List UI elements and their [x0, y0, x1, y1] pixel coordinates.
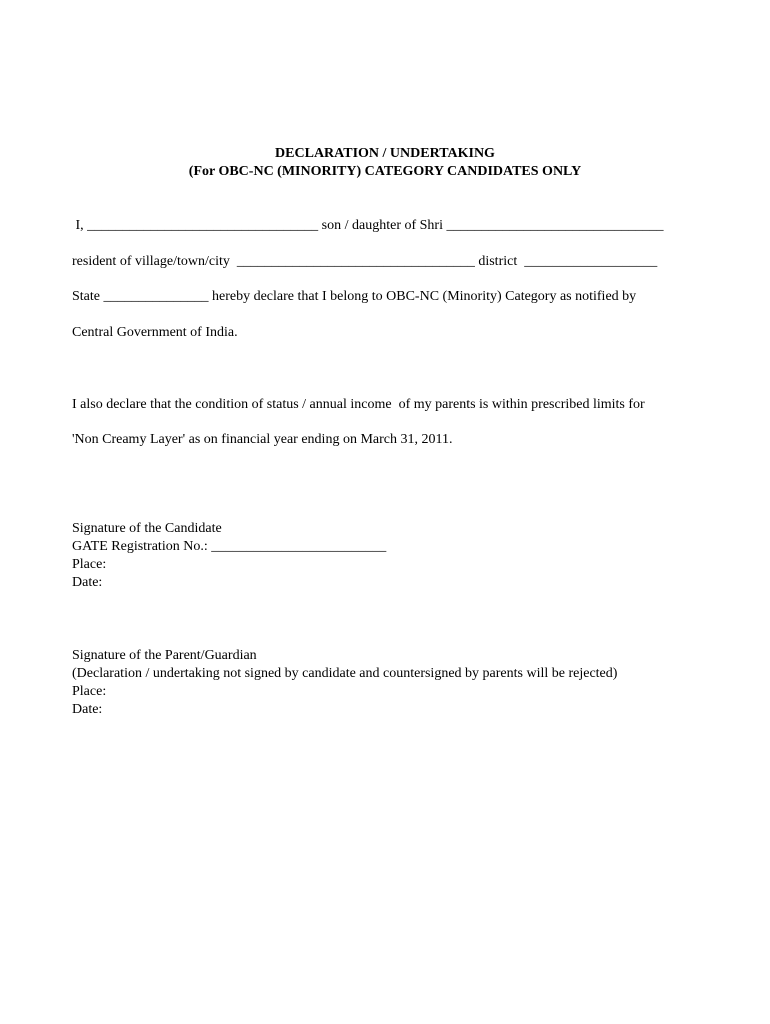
parent-date-label: Date:	[72, 702, 103, 717]
candidate-signature-block	[72, 520, 386, 592]
document-title: DECLARATION / UNDERTAKING	[275, 146, 495, 161]
parent-signature-block	[72, 647, 617, 719]
declaration-line-1: I, _________________________________ son / daughter of Shri _______________________________	[72, 218, 664, 233]
candidate-place-label: Place:	[72, 557, 107, 572]
gate-registration-field: GATE Registration No.: _________________________	[72, 539, 387, 554]
declaration-line-2: resident of village/town/city __________________________________ district ___________________	[72, 254, 658, 269]
parent-signature-label: Signature of the Parent/Guardian	[72, 648, 257, 663]
declaration-line-3: State _______________ hereby declare that I belong to OBC-NC (Minority) Category as notified by	[72, 289, 637, 304]
document-subtitle: (For OBC-NC (MINORITY) CATEGORY CANDIDATES ONLY	[188, 164, 582, 179]
declaration-line-4: Central Government of India.	[72, 325, 238, 340]
rejection-note: (Declaration / undertaking not signed by candidate and countersigned by parents will be rejected)	[72, 666, 618, 681]
parent-place-label: Place:	[72, 684, 107, 699]
income-declaration-line-1: I also declare that the condition of status / annual income of my parents is within prescribed limits for	[72, 397, 645, 412]
candidate-date-label: Date:	[72, 575, 103, 590]
candidate-signature-label: Signature of the Candidate	[72, 521, 222, 536]
income-declaration-line-2: 'Non Creamy Layer' as on financial year ending on March 31, 2011.	[72, 432, 453, 447]
